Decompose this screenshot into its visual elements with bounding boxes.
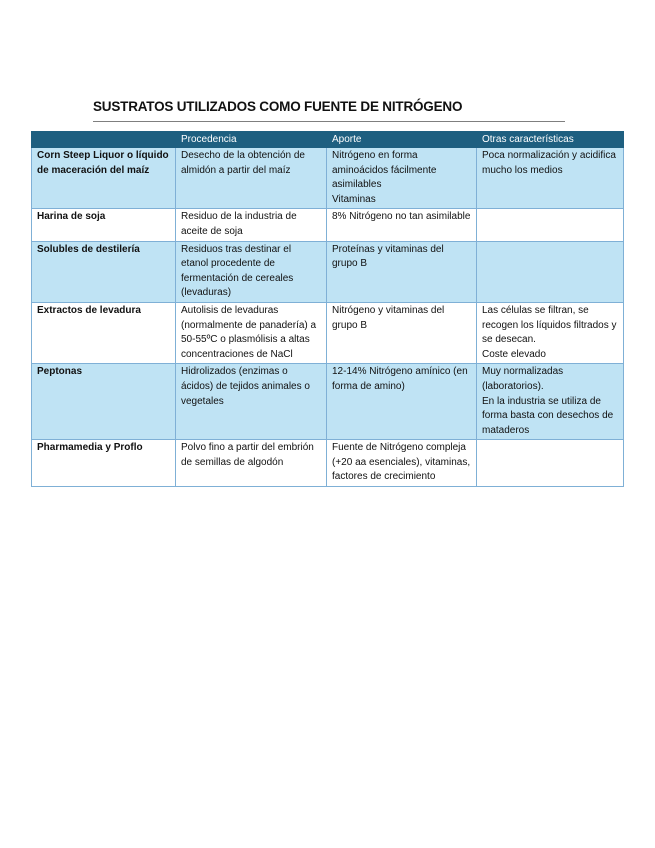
- aporte-cell: [327, 148, 477, 209]
- table-row: [32, 241, 624, 302]
- substrates-table: [31, 131, 624, 487]
- header-procedencia: Procedencia: [176, 132, 327, 148]
- procedencia-cell: Desecho de la obtención de almidón a partir del maíz: [176, 148, 327, 209]
- procedencia-cell: Polvo fino a partir del embrión de semillas de algodón: [176, 440, 327, 487]
- aporte-cell: 8% Nitrógeno no tan asimilable: [327, 209, 477, 241]
- page-title: SUSTRATOS UTILIZADOS COMO FUENTE DE NITRÓGENO: [93, 99, 463, 114]
- table-header-row: [32, 132, 624, 148]
- otras-extra-text: Coste elevado: [482, 348, 546, 360]
- substrate-name: Extractos de levadura: [32, 302, 176, 363]
- header-aporte: Aporte: [327, 132, 477, 148]
- header-substrate: [32, 132, 176, 148]
- table-row: [32, 209, 624, 241]
- substrate-name: Corn Steep Liquor o líquido de maceración del maíz: [32, 148, 176, 209]
- otras-text: Muy normalizadas (laboratorios).: [482, 366, 564, 392]
- otras-cell: [477, 241, 624, 302]
- procedencia-cell: Residuo de la industria de aceite de soja: [176, 209, 327, 241]
- substrate-name: Pharmamedia y Proflo: [32, 440, 176, 487]
- procedencia-cell: Hidrolizados (enzimas o ácidos) de tejidos animales o vegetales: [176, 364, 327, 440]
- otras-cell: [477, 440, 624, 487]
- aporte-text: Nitrógeno en forma aminoácidos fácilmente asimilables: [332, 150, 437, 191]
- otras-cell: [477, 209, 624, 241]
- procedencia-cell: Autolisis de levaduras (normalmente de panadería) a 50-55ºC o plasmólisis a altas concentraciones de NaCl: [176, 302, 327, 363]
- header-otras-caracteristicas: Otras características: [477, 132, 624, 148]
- table-row: [32, 364, 624, 440]
- title-underline: [93, 121, 565, 122]
- otras-extra-text: En la industria se utiliza de forma basta con desechos de mataderos: [482, 395, 614, 436]
- substrate-name: Solubles de destilería: [32, 241, 176, 302]
- aporte-cell: 12-14% Nitrógeno amínico (en forma de amino): [327, 364, 477, 440]
- table-row: [32, 440, 624, 487]
- otras-text: Las células se filtran, se recogen los líquidos filtrados y se desecan.: [482, 304, 617, 346]
- substrate-name: Peptonas: [32, 364, 176, 440]
- otras-cell: Poca normalización y acidifica mucho los medios: [477, 148, 624, 209]
- table-row: [32, 302, 624, 363]
- substrate-name: Harina de soja: [32, 209, 176, 241]
- otras-cell: [477, 302, 624, 363]
- aporte-cell: Proteínas y vitaminas del grupo B: [327, 241, 477, 302]
- otras-cell: [477, 364, 624, 440]
- procedencia-cell: Residuos tras destinar el etanol procedente de fermentación de cereales (levaduras): [176, 241, 327, 302]
- aporte-cell: Nitrógeno y vitaminas del grupo B: [327, 302, 477, 363]
- table-row: [32, 148, 624, 209]
- aporte-cell: Fuente de Nitrógeno compleja (+20 aa esenciales), vitaminas, factores de crecimiento: [327, 440, 477, 487]
- aporte-extra-text: Vitaminas: [332, 193, 376, 205]
